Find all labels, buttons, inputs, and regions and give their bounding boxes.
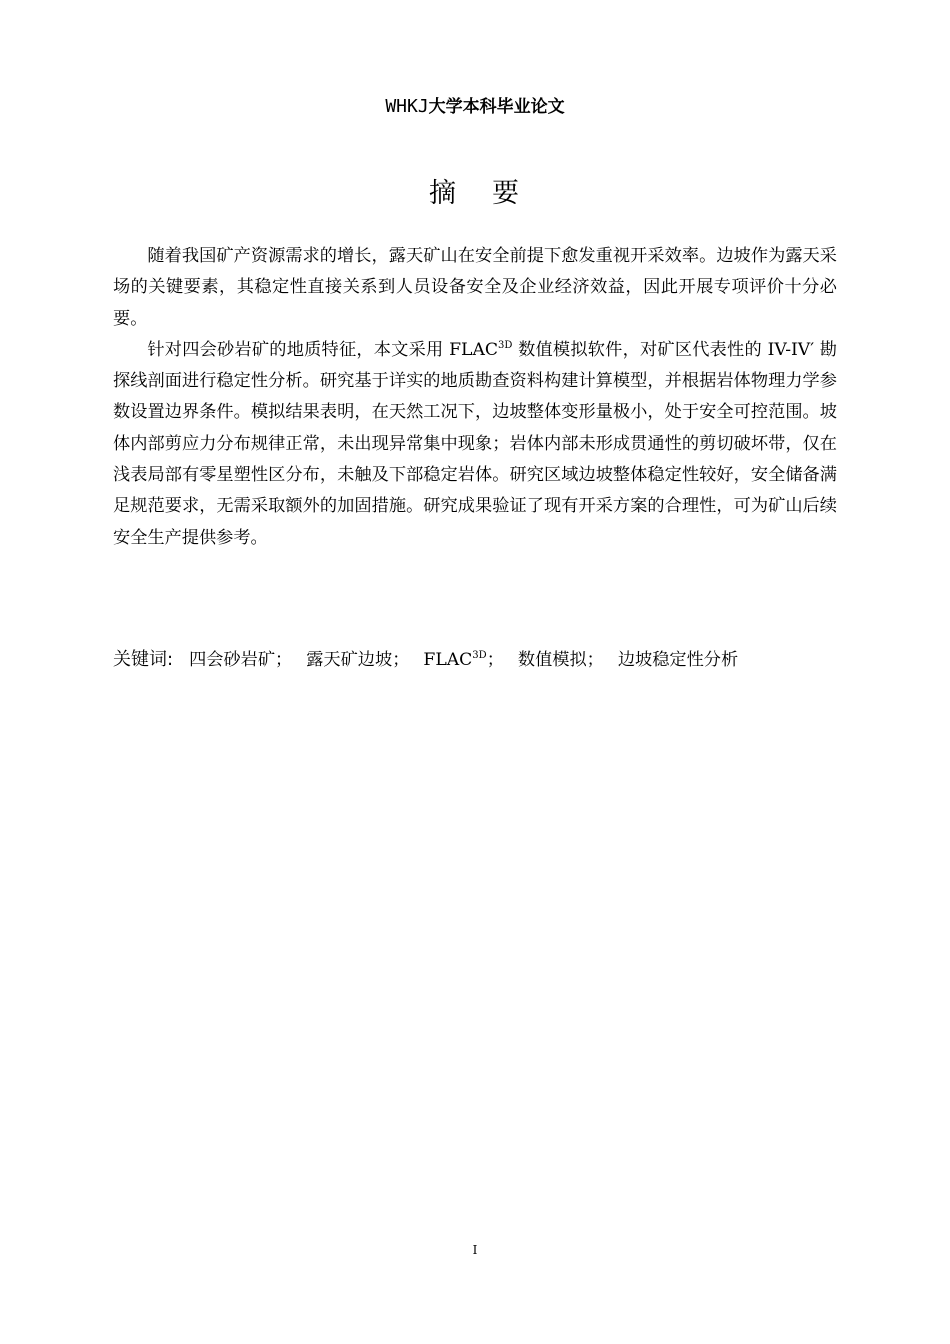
running-header (0, 94, 950, 120)
abstract-p2-rest: 数值模拟软件，对矿区代表性的 IV-IV′ 勘探线剖面进行稳定性分析。研究基于详实的地质勘查资料构建计算模型，并根据岩体物理力学参数设置边界条件。模拟结果表明，在天然工况下，边坡整体变形量极小，处于安全可控范围。坡体内部剪应力分布规律正常，未出现异常集中现象；岩体内部未形成贯通性的剪切破坏带，仅在浅表局部有零星塑性区分布，未触及下部稳定岩体。研究区域边坡整体稳定性较好，安全储备满足规范要求，无需采取额外的加固措施。研究成果验证了现有开采方案的合理性，可为矿山后续安全生产提供参考。 (113, 339, 837, 548)
header-university: 大学本科毕业论文 (428, 97, 565, 117)
keyword-1: 四会砂岩矿 (189, 650, 276, 670)
keyword-separator: ； (392, 650, 410, 670)
keywords-line (113, 645, 837, 675)
title-char-2: 要 (492, 178, 521, 209)
keyword-separator: ； (486, 650, 504, 670)
keyword-5: 边坡稳定性分析 (617, 650, 739, 670)
abstract-paragraph-2 (113, 335, 837, 554)
keyword-4: 数值模拟 (517, 650, 587, 670)
title-char-1: 摘 (429, 178, 458, 209)
abstract-p2-superscript: 3D (498, 339, 513, 351)
abstract-body (113, 241, 837, 554)
keyword-3-superscript: 3D (472, 650, 487, 661)
page-number: I (472, 1243, 478, 1257)
keyword-separator: ； (275, 650, 293, 670)
abstract-p2-start: 针对四会砂岩矿的地质特征，本文采用 FLAC (147, 339, 499, 360)
header-latin: WHKJ (385, 96, 429, 117)
page-title (0, 174, 950, 214)
keyword-3 (423, 650, 486, 670)
keyword-2: 露天矿边坡 (306, 650, 393, 670)
keyword-3-base: FLAC (423, 650, 473, 670)
keywords-label: 关键词: (113, 649, 174, 670)
keyword-separator: ； (586, 650, 604, 670)
abstract-paragraph-1: 随着我国矿产资源需求的增长，露天矿山在安全前提下愈发重视开采效率。边坡作为露天采场的关键要素，其稳定性直接关系到人员设备安全及企业经济效益，因此开展专项评价十分必要。 (113, 246, 837, 329)
